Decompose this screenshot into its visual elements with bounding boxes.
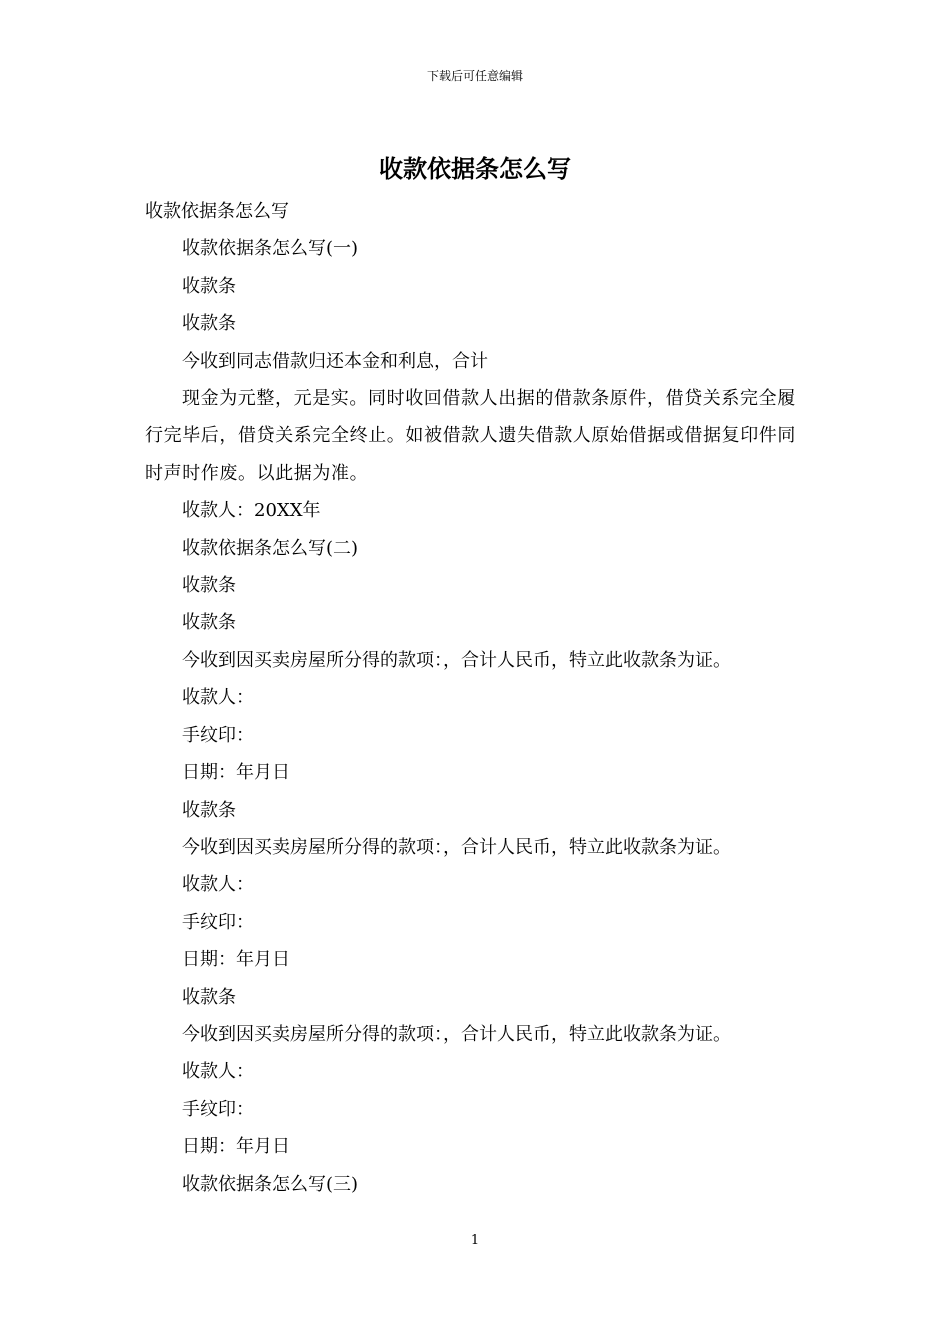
paragraph: 收款条 [182,986,236,1008]
paragraph: 收款条 [182,575,236,597]
paragraph: 手纹印： [182,1098,254,1120]
paragraph: 今收到因买卖房屋所分得的款项：，合计人民币，特立此收款条为证。 [182,649,731,671]
section-heading-3: 收款依据条怎么写(三) [182,1173,359,1195]
paragraph: 收款条 [182,799,236,821]
document-body [145,193,807,1203]
paragraph: 今收到因买卖房屋所分得的款项：，合计人民币，特立此收款条为证。 [182,1023,731,1045]
paragraph: 收款人：20XX年 [182,500,321,522]
page-header-note: 下载后可任意编辑 [426,69,523,83]
paragraph: 今收到因买卖房屋所分得的款项：，合计人民币，特立此收款条为证。 [182,836,731,858]
section-heading-1: 收款依据条怎么写(一) [182,238,359,260]
paragraph: 今收到同志借款归还本金和利息，合计 [182,350,488,372]
paragraph: 收款条 [182,313,236,335]
paragraph: 日期：年月日 [182,949,290,971]
paragraph: 收款人： [182,874,254,896]
paragraph: 手纹印： [182,911,254,933]
paragraph-subtitle: 收款依据条怎么写 [145,201,289,222]
paragraph: 收款条 [182,612,236,634]
paragraph-body: 现金为元整，元是实。同时收回借款人出据的借款条原件，借贷关系完全履行完毕后，借贷关系完全终止。如被借款人遗失借款人原始借据或借据复印件同时声时作废。以此据为准。 [145,388,796,484]
paragraph: 收款条 [182,275,236,297]
document-title: 收款依据条怎么写 [379,154,571,183]
paragraph: 收款人： [182,1061,254,1083]
paragraph: 日期：年月日 [182,762,290,784]
paragraph: 手纹印： [182,724,254,746]
paragraph: 日期：年月日 [182,1136,290,1158]
page-number: 1 [470,1233,480,1248]
paragraph: 收款人： [182,687,254,709]
section-heading-2: 收款依据条怎么写(二) [182,537,359,559]
